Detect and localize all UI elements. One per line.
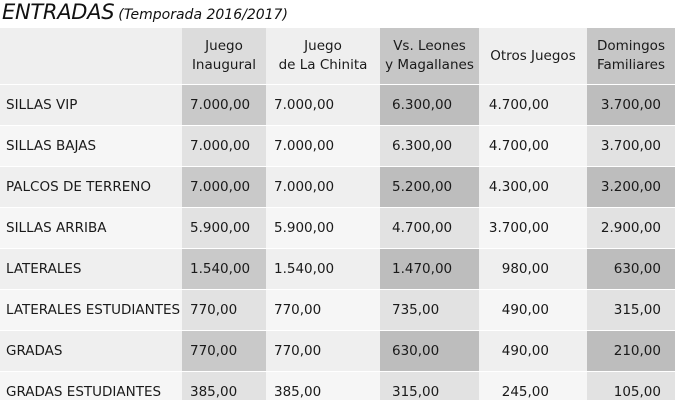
price-cell: 2.900,00 xyxy=(587,208,675,249)
price-cell: 7.000,00 xyxy=(266,126,380,167)
price-cell: 4.700,00 xyxy=(380,208,479,249)
table-row xyxy=(0,208,675,249)
price-cell: 3.700,00 xyxy=(587,126,675,167)
row-label: GRADAS xyxy=(0,331,182,372)
row-label: LATERALES xyxy=(0,249,182,290)
column-header-line: Otros Juegos xyxy=(490,47,576,64)
row-label: PALCOS DE TERRENO xyxy=(0,167,182,208)
price-cell: 1.540,00 xyxy=(182,249,266,290)
price-cell: 980,00 xyxy=(479,249,587,290)
price-table xyxy=(0,28,675,400)
price-cell: 770,00 xyxy=(266,290,380,331)
table-row xyxy=(0,249,675,290)
column-header-domingos-familiares xyxy=(587,28,675,85)
price-cell: 385,00 xyxy=(266,372,380,400)
price-cell: 7.000,00 xyxy=(182,167,266,208)
price-cell: 315,00 xyxy=(587,290,675,331)
price-cell: 385,00 xyxy=(182,372,266,400)
price-cell: 4.300,00 xyxy=(479,167,587,208)
price-cell: 630,00 xyxy=(587,249,675,290)
price-cell: 245,00 xyxy=(479,372,587,400)
price-cell: 105,00 xyxy=(587,372,675,400)
column-header-line: Juego xyxy=(205,38,243,54)
table-row xyxy=(0,167,675,208)
price-cell: 7.000,00 xyxy=(182,126,266,167)
price-cell: 6.300,00 xyxy=(380,85,479,126)
price-cell: 4.700,00 xyxy=(479,126,587,167)
price-cell: 4.700,00 xyxy=(479,85,587,126)
price-cell: 3.200,00 xyxy=(587,167,675,208)
column-header-line: Juego xyxy=(304,38,342,54)
column-header-otros-juegos xyxy=(479,28,587,85)
price-cell: 210,00 xyxy=(587,331,675,372)
column-header-line: Domingos xyxy=(597,38,665,54)
price-cell: 1.470,00 xyxy=(380,249,479,290)
column-header-juego-la-chinita xyxy=(266,28,380,85)
table-header-row xyxy=(0,28,675,85)
row-label: SILLAS VIP xyxy=(0,85,182,126)
column-header-blank xyxy=(0,28,182,85)
price-cell: 770,00 xyxy=(266,331,380,372)
column-header-line: de La Chinita xyxy=(278,57,368,73)
price-cell: 5.200,00 xyxy=(380,167,479,208)
price-cell: 1.540,00 xyxy=(266,249,380,290)
price-cell: 490,00 xyxy=(479,331,587,372)
page-subtitle: (Temporada 2016/2017) xyxy=(118,7,288,23)
price-cell: 490,00 xyxy=(479,290,587,331)
row-label: GRADAS ESTUDIANTES xyxy=(0,372,182,400)
price-cell: 6.300,00 xyxy=(380,126,479,167)
price-cell: 770,00 xyxy=(182,331,266,372)
price-cell: 7.000,00 xyxy=(266,167,380,208)
table-row xyxy=(0,85,675,126)
column-header-line: Vs. Leones xyxy=(393,38,466,54)
price-cell: 5.900,00 xyxy=(182,208,266,249)
price-cell: 5.900,00 xyxy=(266,208,380,249)
row-label: LATERALES ESTUDIANTES xyxy=(0,290,182,331)
row-label: SILLAS ARRIBA xyxy=(0,208,182,249)
price-cell: 3.700,00 xyxy=(587,85,675,126)
price-cell: 770,00 xyxy=(182,290,266,331)
price-cell: 7.000,00 xyxy=(266,85,380,126)
table-row xyxy=(0,290,675,331)
row-label: SILLAS BAJAS xyxy=(0,126,182,167)
column-header-juego-inaugural xyxy=(182,28,266,85)
column-header-line: y Magallanes xyxy=(385,57,474,73)
price-cell: 315,00 xyxy=(380,372,479,400)
page-title-block xyxy=(2,0,288,24)
table-row xyxy=(0,372,675,400)
table-row xyxy=(0,126,675,167)
price-cell: 735,00 xyxy=(380,290,479,331)
column-header-line: Familiares xyxy=(596,57,666,73)
column-header-line: Inaugural xyxy=(191,57,257,73)
page-title: ENTRADAS xyxy=(2,0,115,24)
table-row xyxy=(0,331,675,372)
price-cell: 7.000,00 xyxy=(182,85,266,126)
column-header-vs-leones xyxy=(380,28,479,85)
price-cell: 3.700,00 xyxy=(479,208,587,249)
price-cell: 630,00 xyxy=(380,331,479,372)
